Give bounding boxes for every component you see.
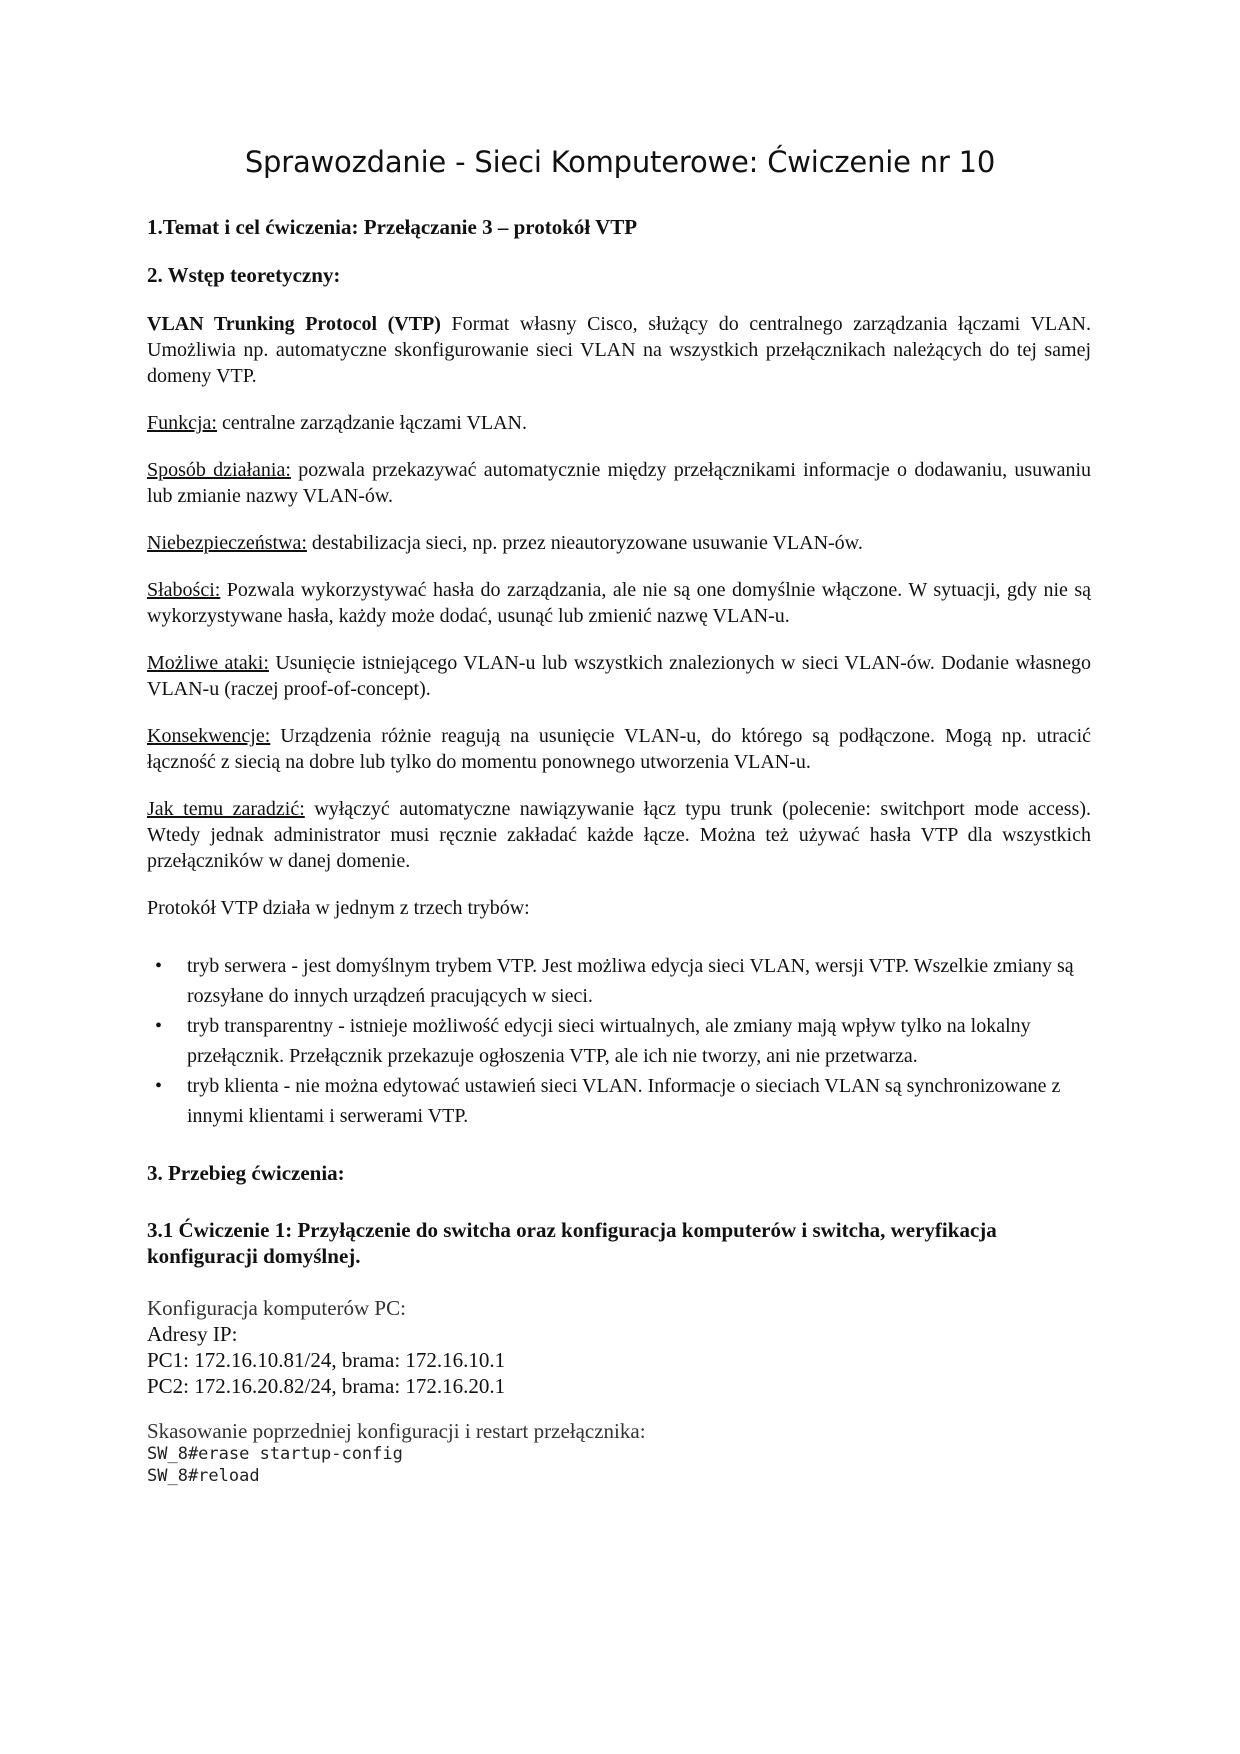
- mode-text: tryb serwera - jest domyślnym trybem VTP. Jest możliwa edycja sieci VLAN, wersji VTP. Wszelkie zmiany są rozsyłane do innych urządzeń pracujących w sieci.: [187, 955, 1074, 1007]
- item-label: Konsekwencje:: [147, 725, 271, 747]
- list-item: [147, 951, 1091, 1011]
- modes-list: [147, 951, 1091, 1131]
- page-title: Sprawozdanie - Sieci Komputerowe: Ćwiczenie nr 10: [244, 145, 996, 179]
- pc-config-block: [147, 1295, 1091, 1399]
- command-line: SW_8#reload: [147, 1466, 260, 1486]
- item-konsekwencje: [147, 723, 1091, 775]
- item-text: wyłączyć automatyczne nawiązywanie łącz typu trunk (polecenie: switchport mode access). Wtedy jednak administrator musi ręcznie zakładać każde łącze. Można też używać hasła VTP dla wszystkich przełączników w danej domenie.: [147, 798, 1091, 872]
- reset-block: [147, 1419, 1091, 1487]
- item-text: centralne zarządzanie łączami VLAN.: [217, 412, 527, 434]
- item-text: destabilizacja sieci, np. przez nieautoryzowane usuwanie VLAN-ów.: [306, 532, 863, 554]
- mode-text: tryb klienta - nie można edytować ustawień sieci VLAN. Informacje o sieciach VLAN są synchronizowane z innymi klientami i serwerami VTP.: [187, 1075, 1061, 1127]
- item-mozliwe-ataki: [147, 650, 1091, 702]
- item-text: Usunięcie istniejącego VLAN-u lub wszystkich znalezionych w sieci VLAN-ów. Dodanie własnego VLAN-u (raczej proof-of-concept).: [147, 652, 1091, 700]
- intro-paragraph: [147, 311, 1091, 389]
- document-body: [147, 214, 1091, 1487]
- list-item: [147, 1011, 1091, 1071]
- item-label: Słabości:: [147, 579, 221, 601]
- bullet-icon: •: [155, 1015, 163, 1037]
- item-text: Pozwala wykorzystywać hasła do zarządzania, ale nie są one domyślnie włączone. W sytuacji, gdy nie są wykorzystywane hasła, każdy może dodać, usunąć lub zmienić nazwę VLAN-u.: [147, 579, 1091, 627]
- item-niebezpieczenstwa: [147, 530, 1091, 556]
- pc1-address: PC1: 172.16.10.81/24, brama: 172.16.10.1: [147, 1348, 506, 1372]
- modes-intro: Protokół VTP działa w jednym z trzech trybów:: [147, 897, 530, 919]
- pc2-address: PC2: 172.16.20.82/24, brama: 172.16.20.1: [147, 1374, 506, 1398]
- item-jak-temu-zaradzic: [147, 796, 1091, 874]
- section-2-heading: 2. Wstęp teoretyczny:: [147, 263, 341, 287]
- item-sposob-dzialania: [147, 457, 1091, 509]
- section-3-heading: 3. Przebieg ćwiczenia:: [147, 1161, 345, 1185]
- ip-heading: Adresy IP:: [147, 1322, 238, 1346]
- reset-label: Skasowanie poprzedniej konfiguracji i restart przełącznika:: [147, 1419, 646, 1443]
- subsection-3-1-heading: 3.1 Ćwiczenie 1: Przyłączenie do switcha oraz konfiguracja komputerów i switcha, weryfikacja konfiguracji domyślnej.: [147, 1218, 997, 1268]
- bullet-icon: •: [155, 955, 163, 977]
- item-label: Niebezpieczeństwa:: [147, 532, 307, 554]
- item-text: Urządzenia różnie reagują na usunięcie VLAN-u, do którego są podłączone. Mogą np. utracić łączność z siecią na dobre lub tylko do momentu ponownego utworzenia VLAN-u.: [147, 725, 1091, 773]
- list-item: [147, 1071, 1091, 1131]
- intro-text: Format własny Cisco, służący do centralnego zarządzania łączami VLAN. Umożliwia np. automatyczne skonfigurowanie sieci VLAN na wszystkich przełącznikach należących do tej samej domeny VTP.: [147, 313, 1091, 387]
- item-text: pozwala przekazywać automatycznie między przełącznikami informacje o dodawaniu, usuwaniu lub zmianie nazwy VLAN-ów.: [147, 459, 1091, 507]
- mode-text: tryb transparentny - istnieje możliwość edycji sieci wirtualnych, ale zmiany mają wpływ tylko na lokalny przełącznik. Przełącznik przekazuje ogłoszenia VTP, ale ich nie tworzy, ani nie przetwarza.: [187, 1015, 1031, 1067]
- command-line: SW_8#erase startup-config: [147, 1444, 403, 1464]
- item-label: Możliwe ataki:: [147, 652, 269, 674]
- item-slabosci: [147, 577, 1091, 629]
- bullet-icon: •: [155, 1075, 163, 1097]
- intro-term: VLAN Trunking Protocol (VTP): [147, 313, 441, 335]
- section-1-heading: 1.Temat i cel ćwiczenia: Przełączanie 3 – protokół VTP: [147, 215, 638, 239]
- item-funkcja: [147, 410, 1091, 436]
- item-label: Jak temu zaradzić:: [147, 798, 305, 820]
- pc-config-label: Konfiguracja komputerów PC:: [147, 1296, 406, 1320]
- item-label: Sposób działania:: [147, 459, 291, 481]
- item-label: Funkcja:: [147, 412, 217, 434]
